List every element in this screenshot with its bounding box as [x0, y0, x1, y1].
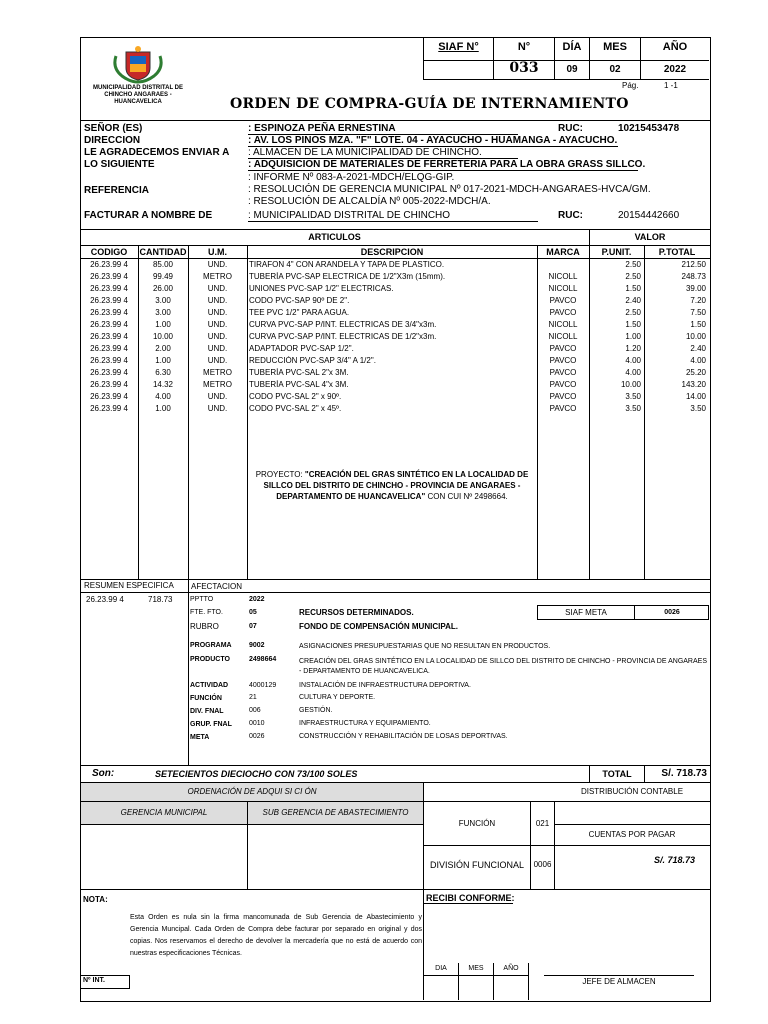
cell-desc: TUBERÍA PVC-SAL 2"x 3M.	[249, 368, 349, 377]
cell-punit: 2.50	[625, 272, 641, 281]
cell-punit: 10.00	[620, 380, 641, 389]
ordenacion-label: ORDENACIÓN DE ADQUI SI CI ÓN	[187, 787, 317, 796]
page-label: Pág.	[622, 81, 639, 90]
ruc2-label: RUC:	[558, 210, 583, 221]
nint-label: Nº INT.	[83, 977, 106, 984]
ruc-label: RUC:	[558, 123, 583, 134]
producto-desc: CREACIÓN DEL GRAS SINTÉTICO EN LA LOCALIDAD DE SILLCO DEL DISTRITO DE CHINCHO - PROVINCIA DE ANGARAES - DEPARTAMENTO DE HUANCAVELICA.	[299, 658, 707, 675]
cell-desc: CODO PVC-SAL 2" x 45º.	[249, 404, 342, 413]
meta-desc: CONSTRUCCIÓN Y REHABILITACIÓN DE LOSAS DEPORTIVAS.	[299, 733, 508, 740]
total-label: TOTAL	[602, 769, 632, 779]
son-value: SETECIENTOS DIECIOCHO CON 73/100 SOLES	[155, 769, 358, 779]
cell-ptotal: 4.00	[690, 356, 706, 365]
facturar-value: : MUNICIPALIDAD DISTRITAL DE CHINCHO	[248, 210, 538, 222]
col-marca: MARCA	[546, 247, 580, 257]
cell-codigo: 26.23.99 4	[90, 344, 128, 353]
cell-punit: 1.20	[625, 344, 641, 353]
cell-ptotal: 7.20	[690, 296, 706, 305]
ruc-value: 10215453478	[618, 123, 680, 134]
cell-ptotal: 25.20	[685, 368, 706, 377]
cell-desc: CODO PVC-SAL 2" x 90º.	[249, 392, 342, 401]
cell-cantidad: 2.00	[155, 344, 171, 353]
order-day: 09	[566, 64, 578, 75]
cell-cantidad: 6.30	[155, 368, 171, 377]
cell-ptotal: 10.00	[685, 332, 706, 341]
recibi-label: RECIBI CONFORME:	[426, 893, 515, 903]
recibi-dia: DIA	[435, 965, 447, 972]
cell-codigo: 26.23.99 4	[90, 332, 128, 341]
valor-header: VALOR	[634, 232, 666, 242]
cell-ptotal: 143.20	[681, 380, 706, 389]
division-value: 0006	[533, 860, 552, 869]
cell-marca: PAVCO	[549, 392, 577, 401]
recibi-ano: AÑO	[503, 965, 519, 972]
cell-ptotal: 248.73	[681, 272, 706, 281]
cell-desc: TUBERÍA PVC-SAL 4"x 3M.	[249, 380, 349, 389]
cell-marca: PAVCO	[549, 368, 577, 377]
cell-um: METRO	[203, 368, 232, 377]
siaf-meta-label: SIAF META	[565, 608, 607, 617]
cell-cantidad: 1.00	[155, 356, 171, 365]
cell-punit: 4.00	[625, 356, 641, 365]
nota-text: Esta Orden es nula sin la firma mancomunada de Sub Gerencia de Abastecimiento y Gerencia Muncipal. Cada Orden de Compra debe facturar por separado en original y dos copias. Nos reservamos el derecho de devolver la mercadería que no está de acuerdo con nuestras especificaciones Técnicas.	[130, 914, 422, 957]
referencia-line2: : RESOLUCIÓN DE GERENCIA MUNICIPAL Nº 017-2021-MDCH-ANGARAES-HVCA/GM.	[248, 184, 651, 195]
articulos-header: ARTICULOS	[308, 232, 361, 242]
cell-marca: PAVCO	[549, 380, 577, 389]
cell-desc: UNIONES PVC-SAP 1/2" ELECTRICAS.	[249, 284, 394, 293]
col-um: U.M.	[208, 247, 227, 257]
referencia-line3: : RESOLUCIÓN DE ALCALDÍA Nº 005-2022-MDCH/A.	[248, 196, 491, 207]
cell-marca: PAVCO	[549, 296, 577, 305]
actividad-desc: INSTALACIÓN DE INFRAESTRUCTURA DEPORTIVA.	[299, 682, 471, 689]
distribucion-label: DISTRIBUCIÓN CONTABLE	[580, 787, 684, 796]
son-label: Son:	[92, 768, 115, 779]
cell-codigo: 26.23.99 4	[90, 296, 128, 305]
cell-marca: PAVCO	[549, 344, 577, 353]
logo-line2: CHINCHO ANGARAES -	[104, 92, 172, 98]
cell-marca: NICOLL	[548, 320, 578, 329]
logo	[108, 44, 168, 84]
pptto-value: 2022	[249, 596, 265, 603]
funcion-label: FUNCIÓN	[190, 695, 222, 702]
cell-punit: 2.50	[625, 308, 641, 317]
cell-desc: TUBERÍA PVC-SAP ELECTRICA DE 1/2"X3m (15mm).	[249, 272, 446, 281]
col-cantidad: CANTIDAD	[139, 247, 187, 257]
col-descripcion: DESCRIPCION	[360, 247, 424, 257]
rubro-value: 07	[249, 623, 257, 630]
cell-cantidad: 10.00	[152, 332, 174, 341]
cell-codigo: 26.23.99 4	[90, 380, 128, 389]
cell-marca: PAVCO	[549, 308, 577, 317]
ruc2-value: 20154442660	[618, 210, 680, 221]
cell-codigo: 26.23.99 4	[90, 260, 128, 269]
gerencia-label: GERENCIA MUNICIPAL	[120, 808, 208, 817]
col-codigo: CODIGO	[90, 247, 128, 257]
cell-um: UND.	[207, 392, 228, 401]
logo-line3: HUANCAVELICA	[114, 99, 162, 105]
cell-punit: 2.40	[625, 296, 641, 305]
cell-um: UND.	[207, 356, 228, 365]
cell-punit: 2.50	[625, 260, 641, 269]
divfnal-desc: GESTIÓN.	[299, 707, 333, 714]
cell-punit: 3.50	[625, 404, 641, 413]
municipal-seal-icon	[108, 44, 168, 84]
enviar-label: LE AGRADECEMOS ENVIAR A	[84, 147, 230, 158]
subgerencia-label: SUB GERENCIA DE ABASTECIMIENTO	[262, 808, 409, 817]
siaf-label: SIAF N°	[438, 41, 479, 53]
cell-ptotal: 2.40	[690, 344, 706, 353]
cell-cantidad: 3.00	[155, 308, 171, 317]
cell-marca: NICOLL	[548, 332, 578, 341]
grupfnal-desc: INFRAESTRUCTURA Y EQUIPAMIENTO.	[299, 720, 431, 727]
logo-line1: MUNICIPALIDAD DISTRITAL DE	[93, 85, 183, 91]
cell-punit: 1.00	[625, 332, 641, 341]
cell-um: UND.	[207, 308, 228, 317]
proyecto-text: PROYECTO: "CREACIÓN DEL GRAS SINTÉTICO EN LA LOCALIDAD DE SILLCO DEL DISTRITO DE CHINCHO - PROVINCIA DE ANGARAES - DEPARTAMENTO DE HUANCAVELICA" CON CUI Nº 2498664.	[255, 470, 529, 501]
fte-value: 05	[249, 609, 257, 616]
cell-ptotal: 14.00	[685, 392, 706, 401]
siguiente-label: LO SIGUIENTE	[84, 159, 155, 170]
cell-desc: REDUCCIÓN PVC-SAP 3/4" A 1/2".	[249, 356, 376, 365]
resumen-codigo: 26.23.99 4	[86, 595, 124, 604]
funcion-desc: CULTURA Y DEPORTE.	[299, 694, 376, 701]
cell-punit: 3.50	[625, 392, 641, 401]
cell-codigo: 26.23.99 4	[90, 356, 128, 365]
siguiente-value: : ADQUISICION DE MATERIALES DE FERRETERIA PARA LA OBRA GRASS SILLCO.	[248, 159, 646, 170]
cell-um: UND.	[207, 344, 228, 353]
senor-label: SEÑOR (ES)	[84, 123, 143, 134]
referencia-label: REFERENCIA	[84, 185, 150, 196]
division-label: DIVISIÓN FUNCIONAL	[429, 860, 524, 870]
grupfnal-value: 0010	[249, 720, 265, 727]
cell-um: METRO	[203, 380, 232, 389]
footer-funcion-value: 021	[535, 819, 550, 828]
senor-value: : ESPINOZA PEÑA ERNESTINA	[248, 123, 518, 135]
cell-punit: 4.00	[625, 368, 641, 377]
pptto-label: PPTTO	[190, 596, 214, 603]
page-number: 1 -1	[664, 81, 678, 90]
cell-ptotal: 39.00	[685, 284, 706, 293]
cell-um: UND.	[207, 296, 228, 305]
cell-cantidad: 1.00	[155, 404, 171, 413]
actividad-label: ACTIVIDAD	[190, 682, 229, 689]
cell-cantidad: 3.00	[155, 296, 171, 305]
cell-cantidad: 4.00	[155, 392, 171, 401]
distribucion-monto: S/. 718.73	[654, 855, 696, 865]
cell-desc: CODO PVC-SAP 90º DE 2".	[249, 296, 350, 305]
resumen-monto: 718.73	[148, 595, 173, 604]
enviar-value: : ALMACEN DE LA MUNICIPALIDAD DE CHINCHO.	[248, 147, 518, 159]
recibi-mes: MES	[468, 965, 484, 972]
cell-desc: ADAPTADOR PVC-SAP 1/2".	[249, 344, 354, 353]
cell-ptotal: 212.50	[681, 260, 706, 269]
cell-ptotal: 1.50	[690, 320, 706, 329]
nota-label: NOTA:	[83, 895, 108, 904]
cuentas-label: CUENTAS POR PAGAR	[588, 830, 676, 839]
cell-um: UND.	[207, 332, 228, 341]
grupfnal-label: GRUP. FNAL	[190, 721, 232, 728]
fte-desc: RECURSOS DETERMINADOS.	[299, 608, 414, 617]
cell-desc: CURVA PVC-SAP P/INT. ELECTRICAS DE 1/2"x3m.	[249, 332, 437, 341]
programa-desc: ASIGNACIONES PRESUPUESTARIAS QUE NO RESULTAN EN PRODUCTOS.	[299, 643, 551, 650]
cell-marca: NICOLL	[548, 272, 578, 281]
cell-codigo: 26.23.99 4	[90, 284, 128, 293]
meta-value: 0026	[249, 733, 265, 740]
cell-cantidad: 26.00	[152, 284, 174, 293]
cell-cantidad: 1.00	[155, 320, 171, 329]
cell-um: UND.	[207, 260, 228, 269]
document-title: ORDEN DE COMPRA-GUÍA DE INTERNAMIENTO	[230, 96, 629, 112]
cell-desc: TIRAFON 4" CON ARANDELA Y TAPA DE PLASTICO.	[249, 260, 445, 269]
rubro-label: RUBRO	[190, 622, 219, 631]
direccion-value: : AV. LOS PINOS MZA. "F" LOTE. 04 - AYACUCHO - HUAMANGA - AYACUCHO.	[248, 135, 618, 146]
anio-label: AÑO	[662, 41, 688, 53]
footer-funcion-label: FUNCIÓN	[458, 819, 496, 828]
afectacion-label: AFECTACION	[191, 582, 242, 591]
cell-punit: 1.50	[625, 284, 641, 293]
cell-um: METRO	[203, 272, 232, 281]
fte-label: FTE. FTO.	[190, 609, 223, 616]
programa-value: 9002	[249, 642, 265, 649]
cell-ptotal: 7.50	[690, 308, 706, 317]
producto-label: PRODUCTO	[190, 656, 230, 663]
order-month: 02	[609, 64, 621, 75]
cell-codigo: 26.23.99 4	[90, 272, 128, 281]
cell-cantidad: 99.49	[152, 272, 174, 281]
cell-codigo: 26.23.99 4	[90, 368, 128, 377]
cell-um: UND.	[207, 284, 228, 293]
divfnal-value: 006	[249, 707, 261, 714]
cell-desc: CURVA PVC-SAP P/INT. ELECTRICAS DE 3/4"x3m.	[249, 320, 437, 329]
order-year: 2022	[663, 64, 687, 75]
referencia-line1: : INFORME Nº 083-A-2021-MDCH/ELQG-GIP.	[248, 172, 455, 183]
cell-cantidad: 85.00	[152, 260, 174, 269]
cell-cantidad: 14.32	[152, 380, 174, 389]
cell-punit: 1.50	[625, 320, 641, 329]
col-punit: P.UNIT.	[601, 247, 632, 257]
cell-codigo: 26.23.99 4	[90, 320, 128, 329]
producto-value: 2498664	[249, 656, 277, 663]
cell-marca: PAVCO	[549, 356, 577, 365]
total-value: S/. 718.73	[661, 768, 707, 779]
order-number: 033	[509, 60, 539, 76]
col-ptotal: P.TOTAL	[658, 247, 696, 257]
rubro-desc: FONDO DE COMPENSACIÓN MUNICIPAL.	[299, 622, 458, 631]
cell-ptotal: 3.50	[690, 404, 706, 413]
resumen-label: RESUMEN ESPECIFICA	[84, 581, 174, 590]
cell-codigo: 26.23.99 4	[90, 308, 128, 317]
programa-label: PROGRAMA	[190, 642, 232, 649]
cell-um: UND.	[207, 320, 228, 329]
direccion-label: DIRECCION	[84, 135, 141, 146]
number-label: N°	[517, 41, 531, 53]
cell-um: UND.	[207, 404, 228, 413]
cell-codigo: 26.23.99 4	[90, 392, 128, 401]
siaf-meta-value: 0026	[664, 609, 680, 616]
cell-desc: TEE PVC 1/2" PARA AGUA.	[249, 308, 350, 317]
cell-marca: NICOLL	[548, 284, 578, 293]
divfnal-label: DIV. FNAL	[190, 708, 224, 715]
cell-codigo: 26.23.99 4	[90, 404, 128, 413]
mes-label: MES	[603, 41, 627, 53]
funcion-value: 21	[249, 694, 257, 701]
dia-label: DÍA	[562, 41, 582, 53]
jefe-almacen-label: JEFE DE ALMACEN	[582, 977, 656, 986]
actividad-value: 4000129	[249, 682, 277, 689]
cell-marca: PAVCO	[549, 404, 577, 413]
meta-label: META	[190, 734, 210, 741]
facturar-label: FACTURAR A NOMBRE DE	[84, 210, 213, 221]
